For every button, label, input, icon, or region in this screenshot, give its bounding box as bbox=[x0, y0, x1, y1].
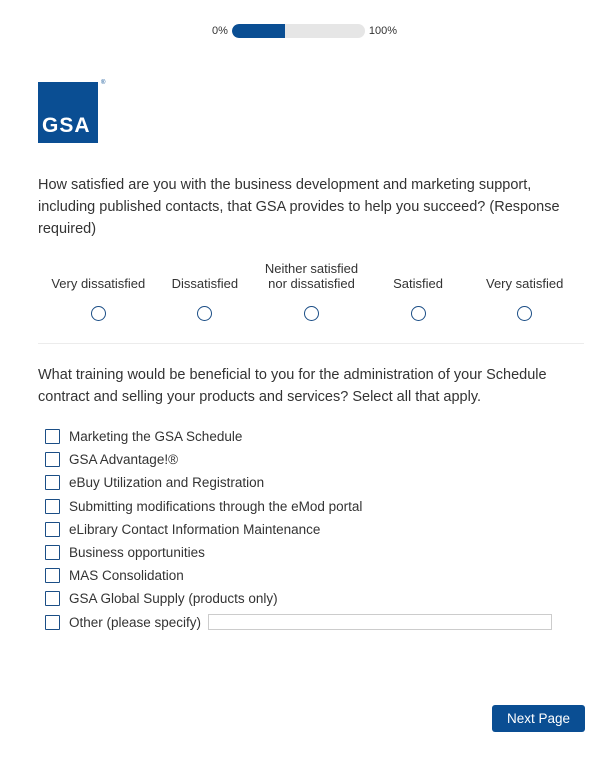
progress-indicator bbox=[0, 24, 609, 38]
progress-bar-fill bbox=[232, 24, 285, 38]
scale-option-very-dissatisfied[interactable] bbox=[45, 259, 152, 321]
checkbox-label: Marketing the GSA Schedule bbox=[69, 429, 243, 445]
question-training-text: What training would be beneficial to you for the administration of your Schedule contract and selling your products and services? Select all that apply. bbox=[38, 367, 547, 405]
registered-mark: ® bbox=[101, 80, 106, 86]
checkbox[interactable] bbox=[45, 568, 60, 583]
checkbox[interactable] bbox=[45, 499, 60, 514]
checkbox-label: GSA Advantage!® bbox=[69, 452, 179, 468]
section-divider bbox=[38, 343, 584, 344]
checkbox-option-gsa-advantage[interactable] bbox=[45, 448, 585, 471]
checkbox[interactable] bbox=[45, 452, 60, 467]
progress-start-label: 0% bbox=[211, 25, 228, 37]
checkbox[interactable] bbox=[45, 545, 60, 560]
radio-neutral[interactable] bbox=[304, 306, 319, 321]
checkbox-label: Submitting modifications through the eMod portal bbox=[69, 498, 363, 514]
scale-option-label: Neither satisfied nor dissatisfied bbox=[264, 261, 359, 291]
checkbox-option-emod[interactable] bbox=[45, 495, 585, 518]
scale-option-label: Dissatisfied bbox=[171, 276, 239, 291]
checkbox-label: Business opportunities bbox=[69, 545, 205, 561]
svg-text:GSA: GSA bbox=[42, 114, 91, 137]
radio-satisfied[interactable] bbox=[411, 306, 426, 321]
scale-option-very-satisfied[interactable] bbox=[471, 259, 578, 321]
satisfaction-scale bbox=[45, 259, 578, 321]
training-checkbox-list bbox=[45, 425, 585, 634]
checkbox-option-mas-consolidation[interactable] bbox=[45, 564, 585, 587]
scale-option-satisfied[interactable] bbox=[365, 259, 472, 321]
checkbox-option-global-supply[interactable] bbox=[45, 587, 585, 610]
checkbox-label: eBuy Utilization and Registration bbox=[69, 475, 265, 491]
checkbox[interactable] bbox=[45, 475, 60, 490]
checkbox-label: Other (please specify) bbox=[69, 614, 202, 630]
checkbox[interactable] bbox=[45, 615, 60, 630]
scale-option-label: Satisfied bbox=[393, 276, 444, 291]
other-specify-input[interactable] bbox=[208, 614, 552, 630]
scale-option-label: Very satisfied bbox=[486, 276, 564, 291]
checkbox[interactable] bbox=[45, 591, 60, 606]
radio-very-satisfied[interactable] bbox=[517, 306, 532, 321]
checkbox-option-ebuy[interactable] bbox=[45, 471, 585, 494]
next-page-button[interactable]: Next Page bbox=[492, 705, 585, 732]
checkbox-option-elibrary[interactable] bbox=[45, 518, 585, 541]
checkbox-label: eLibrary Contact Information Maintenance bbox=[69, 521, 321, 537]
scale-option-dissatisfied[interactable] bbox=[152, 259, 259, 321]
radio-very-dissatisfied[interactable] bbox=[91, 306, 106, 321]
gsa-logo-mark bbox=[38, 82, 98, 143]
checkbox-option-business-opportunities[interactable] bbox=[45, 541, 585, 564]
checkbox-option-marketing[interactable] bbox=[45, 425, 585, 448]
checkbox-label: MAS Consolidation bbox=[69, 568, 184, 584]
scale-option-label: Very dissatisfied bbox=[51, 276, 146, 291]
progress-bar bbox=[232, 24, 365, 38]
checkbox-option-other[interactable] bbox=[45, 611, 585, 634]
radio-dissatisfied[interactable] bbox=[197, 306, 212, 321]
checkbox-label: GSA Global Supply (products only) bbox=[69, 591, 278, 607]
gsa-logo bbox=[38, 80, 106, 143]
checkbox[interactable] bbox=[45, 522, 60, 537]
progress-end-label: 100% bbox=[368, 25, 398, 37]
checkbox[interactable] bbox=[45, 429, 60, 444]
question-satisfaction-text: How satisfied are you with the business development and marketing support, including published contacts, that GSA provides to help you succeed? (Response required) bbox=[38, 177, 560, 237]
scale-option-neutral[interactable] bbox=[258, 259, 365, 321]
